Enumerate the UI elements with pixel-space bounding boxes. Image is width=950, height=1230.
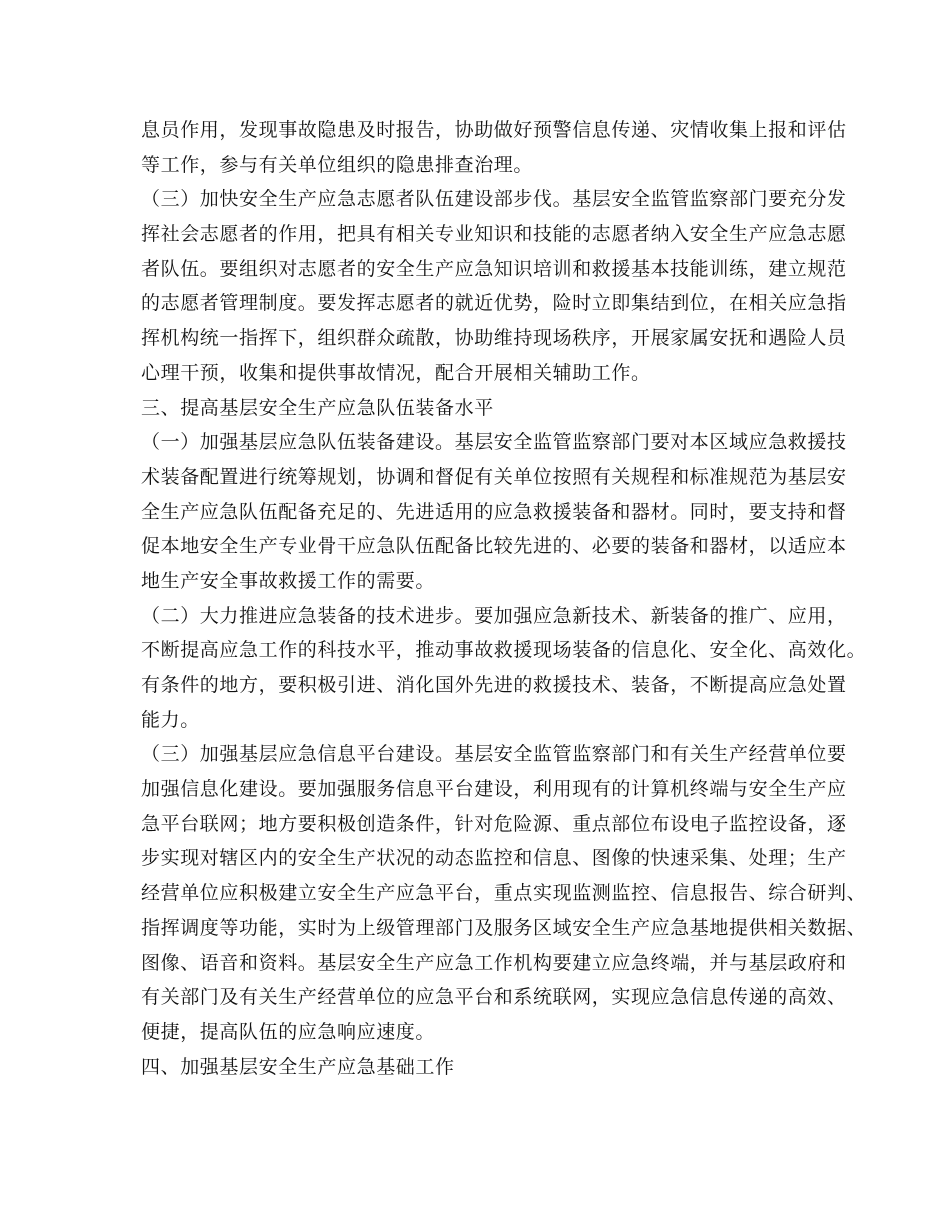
text-line: 者队伍。要组织对志愿者的安全生产应急知识培训和救援基本技能训练，建立规范 (141, 257, 847, 280)
text-line: 挥机构统一指挥下，组织群众疏散，协助维持现场秩序，开展家属安抚和遇险人员 (141, 327, 847, 350)
section-heading: 三、提高基层安全生产应急队伍装备水平 (141, 396, 494, 419)
text-line: 地生产安全事故救援工作的需要。 (141, 569, 436, 592)
document-body (141, 113, 867, 1084)
text-line: 能力。 (141, 708, 200, 731)
text-line: 步实现对辖区内的安全生产状况的动态监控和信息、图像的快速采集、处理；生产 (141, 847, 847, 870)
text-line: 等工作，参与有关单位组织的隐患排查治理。 (141, 153, 534, 176)
text-line: 急平台联网；地方要积极创造条件，针对危险源、重点部位布设电子监控设备，逐 (141, 812, 847, 835)
text-line: 图像、语音和资料。基层安全生产应急工作机构要建立应急终端，并与基层政府和 (141, 951, 847, 974)
text-line: （三）加快安全生产应急志愿者队伍建设部步伐。基层安全监管监察部门要充分发 (141, 188, 847, 211)
text-line: 息员作用，发现事故隐患及时报告，协助做好预警信息传递、灾情收集上报和评估 (141, 119, 847, 141)
text-line: 挥社会志愿者的作用，把具有相关专业知识和技能的志愿者纳入安全生产应急志愿 (141, 223, 847, 246)
section-heading: 四、加强基层安全生产应急基础工作 (141, 1055, 455, 1078)
text-line: 促本地安全生产专业骨干应急队伍配备比较先进的、必要的装备和器材，以适应本 (141, 535, 847, 558)
text-line: 经营单位应积极建立安全生产应急平台，重点实现监测监控、信息报告、综合研判、 (141, 882, 867, 905)
text-line: 心理干预，收集和提供事故情况，配合开展相关辅助工作。 (141, 361, 651, 384)
text-line: （一）加强基层应急队伍装备建设。基层安全监管监察部门要对本区域应急救援技 (141, 431, 847, 454)
text-line: 术装备配置进行统筹规划，协调和督促有关单位按照有关规程和标准规范为基层安 (141, 465, 847, 488)
text-line: 加强信息化建设。要加强服务信息平台建设，利用现有的计算机终端与安全生产应 (141, 778, 847, 801)
text-line: 有条件的地方，要积极引进、消化国外先进的救援技术、装备，不断提高应急处置 (141, 674, 847, 696)
text-line: 不断提高应急工作的科技水平，推动事故救援现场装备的信息化、安全化、高效化。 (141, 639, 867, 662)
text-line: 有关部门及有关生产经营单位的应急平台和系统联网，实现应急信息传递的高效、 (141, 986, 847, 1009)
text-line: 的志愿者管理制度。要发挥志愿者的就近优势，险时立即集结到位，在相关应急指 (141, 292, 847, 315)
text-line: 指挥调度等功能，实时为上级管理部门及服务区域安全生产应急基地提供相关数据、 (141, 916, 867, 939)
text-line: （二）大力推进应急装备的技术进步。要加强应急新技术、新装备的推广、应用， (141, 604, 847, 627)
text-line: （三）加强基层应急信息平台建设。基层安全监管监察部门和有关生产经营单位要 (141, 743, 847, 766)
text-line: 全生产应急队伍配备充足的、先进适用的应急救援装备和器材。同时，要支持和督 (141, 500, 847, 523)
text-line: 便捷，提高队伍的应急响应速度。 (141, 1020, 436, 1043)
